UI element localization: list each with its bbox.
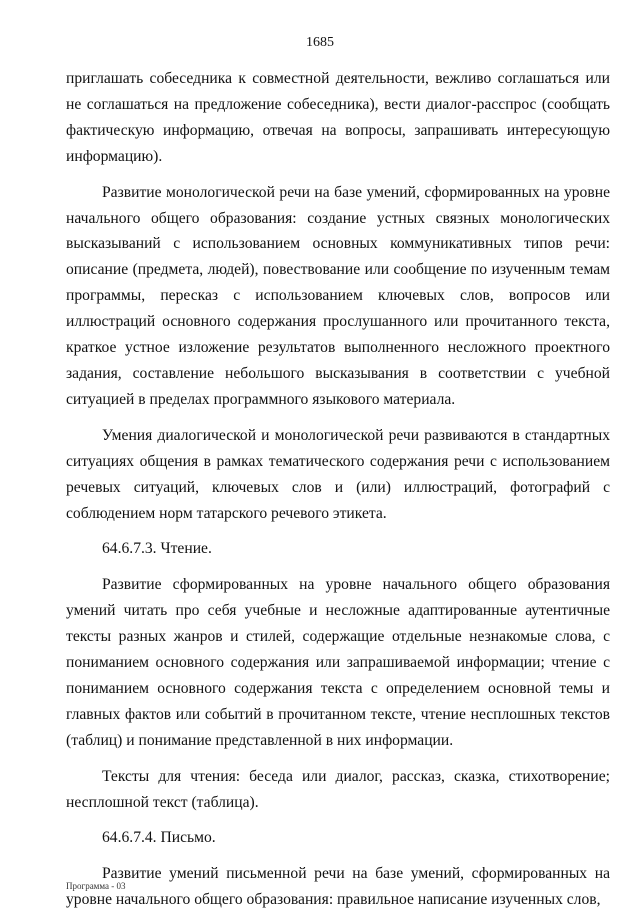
page-number: 1685	[306, 35, 334, 50]
section-heading-writing: 64.6.7.4. Письмо.	[102, 829, 216, 847]
paragraph-monologue-speech: Развитие монологической речи на базе умений, сформированных на уровне начального общего образования: создание устных связных монологических высказываний с использованием основных коммуникативных типов речи: описание (предмета, людей), повествование или сообщение по изученным темам программы, пересказ с использованием ключевых слов, вопросов или иллюстраций основного содержания прослушанного или прочитанного текста, краткое устное изложение результатов выполненного несложного проектного задания, составление небольшого высказывания в соответствии с учебной ситуацией в пределах программного языкового материала.	[66, 183, 610, 408]
paragraph-reading-skills: Развитие сформированных на уровне начального общего образования умений читать про себя учебные и несложные адаптированные аутентичные тексты разных жанров и стилей, содержащие отдельные незнакомые слова, с пониманием основного содержания или запрашиваемой информации; чтение с пониманием основного содержания текста с определением основной темы и главных фактов или событий в прочитанном тексте, чтение несплошных текстов (таблиц) и понимание представленной в них информации.	[66, 576, 610, 749]
section-heading-reading: 64.6.7.3. Чтение.	[102, 540, 212, 558]
paragraph-writing-skills: Развитие умений письменной речи на базе умений, сформированных на уровне начального общего образования: правильное написание изученных слов,	[66, 865, 610, 909]
paragraph-speech-skills: Умения диалогической и монологической речи развиваются в стандартных ситуациях общения в рамках тематического содержания речи с использованием речевых ситуаций, ключевых слов и (или) иллюстраций, фотографий с соблюдением норм татарского речевого этикета.	[66, 426, 610, 522]
footer-label: Программа - 03	[66, 881, 126, 891]
paragraph-reading-texts: Тексты для чтения: беседа или диалог, рассказ, сказка, стихотворение; несплошной текст (таблица).	[66, 767, 610, 811]
document-body	[66, 66, 610, 913]
paragraph-dialogue-continuation: приглашать собеседника к совместной деятельности, вежливо соглашаться или не соглашаться на предложение собеседника), вести диалог-расспрос (сообщать фактическую информацию, отвечая на вопросы, запрашивать интересующую информацию).	[66, 70, 610, 165]
